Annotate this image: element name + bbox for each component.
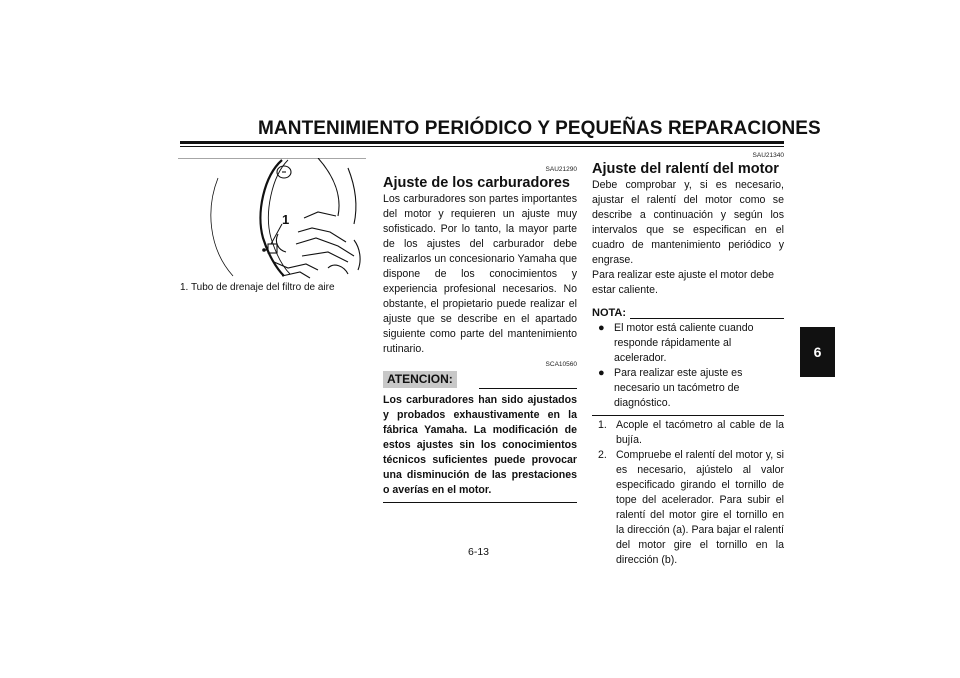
section-body: Debe comprobar y, si es necesario, ajustar el ralentí del motor como se describe a continuación y según los intervalos que se especifican en el cuadro de mantenimiento periódico y engrase. xyxy=(592,179,784,266)
carburetor-section xyxy=(383,166,577,503)
note-text: Para realizar este ajuste es necesario un tacómetro de diagnóstico. xyxy=(614,367,743,409)
step-text: Compruebe el ralentí del motor y, si es necesario, ajústelo al valor especificado girando el tornillo de tope del acelerador. Para subir el ralentí del motor gire el tornillo en la dirección (a). Para bajar el ralentí del motor gire el tornillo en la dirección (b). xyxy=(616,449,784,566)
caution-label: ATENCION: xyxy=(383,371,457,388)
step-number: 2. xyxy=(598,449,607,461)
step-number: 1. xyxy=(598,419,607,431)
nota-header xyxy=(592,306,784,321)
section-code: SAU21290 xyxy=(545,166,577,173)
step-text: Acople el tacómetro al cable de la bujía. xyxy=(616,419,784,446)
section-body: Los carburadores son partes importantes del motor y requieren un ajuste muy sofisticado. Por lo tanto, la mayor parte de los ajustes del carburador debe realizarlos un concesionario Yamaha que dispone de los conocimientos y experiencia profesional necesarios. No obstante, el propietario puede realizar el ajuste que se describe en el apartado siguiente como parte del mantenimiento rutinario. xyxy=(383,193,577,355)
section-title: Ajuste del ralentí del motor xyxy=(592,161,779,177)
bullet-icon: ● xyxy=(598,322,605,334)
caution-code: SCA10560 xyxy=(545,361,577,368)
nota-rule xyxy=(630,318,784,319)
idle-section xyxy=(592,152,784,568)
caution-end-rule xyxy=(383,502,577,503)
section-title: Ajuste de los carburadores xyxy=(383,175,570,191)
note-text: El motor está caliente cuando responde rápidamente al acelerador. xyxy=(614,322,754,364)
list-item xyxy=(598,418,784,448)
caution-header xyxy=(383,371,577,389)
air-filter-drain-illustration xyxy=(178,158,366,282)
figure-caption: 1. Tubo de drenaje del filtro de aire xyxy=(180,282,335,293)
bullet-icon: ● xyxy=(598,367,605,379)
chapter-tab: 6 xyxy=(800,327,835,377)
section-body-note: Para realizar este ajuste el motor debe estar caliente. xyxy=(592,269,774,296)
list-item xyxy=(598,366,784,411)
caution-text: Los carburadores han sido ajustados y probados exhaustivamente en la fábrica Yamaha. La modificación de estos ajustes sin los conocimientos técnicos suficientes puede provocar una disminución de las prestaciones o averías en el motor. xyxy=(383,394,577,496)
title-rule xyxy=(180,141,784,144)
nota-end-rule xyxy=(592,415,784,416)
figure-callout: 1 xyxy=(282,212,290,227)
list-item xyxy=(598,321,784,366)
page-number: 6-13 xyxy=(468,546,490,558)
title-rule-thin xyxy=(180,146,784,147)
section-code: SAU21340 xyxy=(752,152,784,159)
page-title: MANTENIMIENTO PERIÓDICO Y PEQUEÑAS REPARACIONES xyxy=(258,118,821,139)
nota-label: NOTA: xyxy=(592,307,627,319)
list-item xyxy=(598,448,784,568)
caution-rule xyxy=(479,388,577,389)
